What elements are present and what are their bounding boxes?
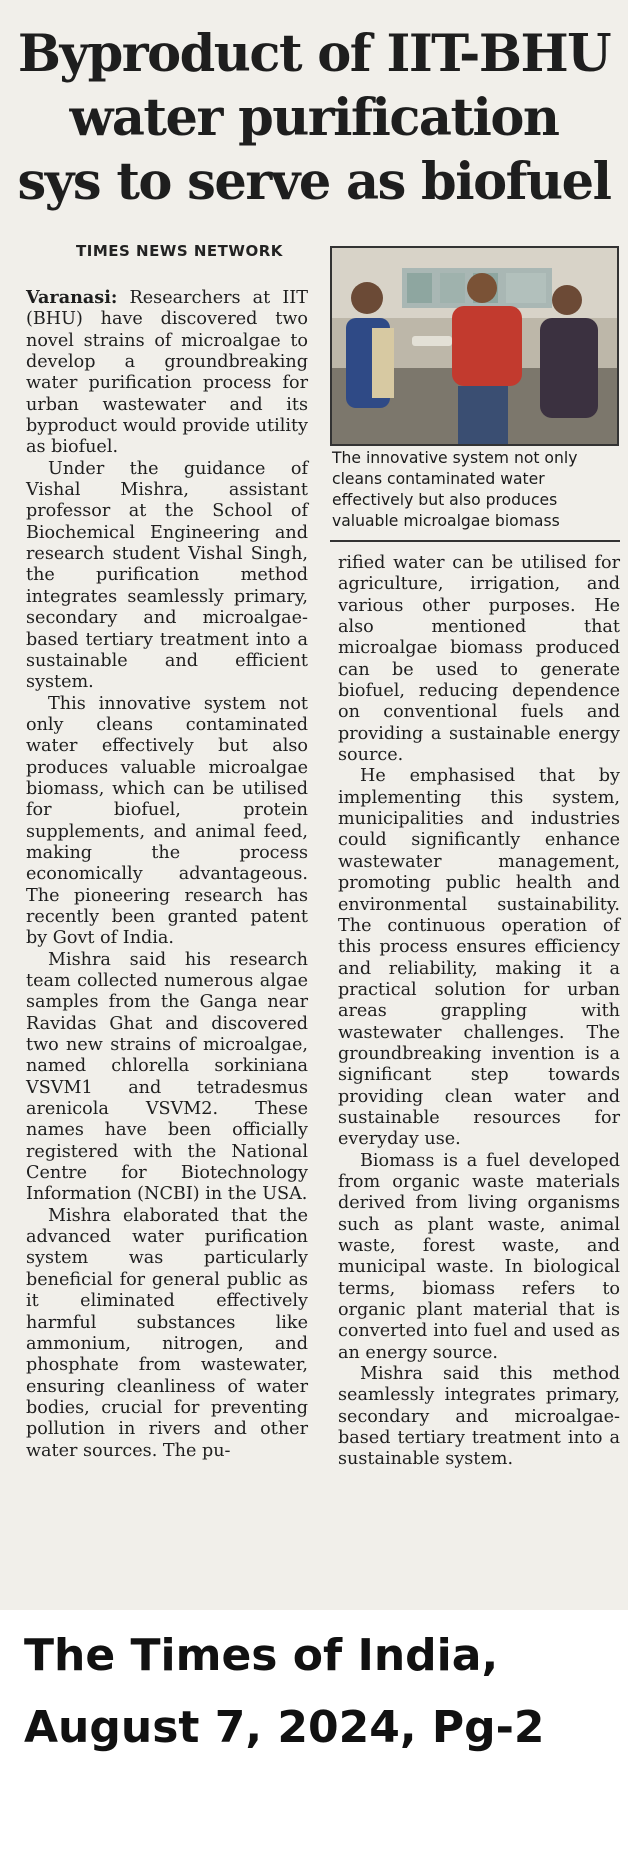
source-line-2: August 7, 2024, Pg-2 [24,1702,545,1753]
article-paragraph: Varanasi: Researchers at IIT (BHU) have discovered two novel strains of microalgae to develop a groundbreaking water purification process for urban wastewater and its byproduct would provide utility as biofuel. [26,287,308,458]
divider [330,540,620,542]
article-column-2 [338,553,620,1471]
article-paragraph: Biomass is a fuel developed from organic waste materials derived from living organisms such as plant waste, animal waste, forest waste, and municipal waste. In biological terms, biomass refers to organic plant material that is converted into fuel and used as an energy source. [338,1150,620,1363]
article-paragraph: This innovative system not only cleans contaminated water effectively but also produces valuable microalgae biomass, which can be utilised for biofuel, protein supplements, and animal feed, making the process economically advantageous. The pioneering research has recently been granted patent by Govt of India. [26,693,308,949]
article-paragraph: Mishra elaborated that the advanced water purification system was particularly beneficial for general public as it eliminated effectively harmful substances like ammonium, nitrogen, and phosphate from wastewater, ensuring cleanliness of water bodies, crucial for preventing pollution in rivers and other water sources. The pu- [26,1205,308,1461]
headline-line-1: Byproduct of IIT-BHU [17,24,611,84]
news-photo [330,246,619,446]
article-paragraph: rified water can be utilised for agriculture, irrigation, and various other purposes. He also mentioned that microalgae biomass produced can be used to generate biofuel, reducing dependence on conventional fuels and providing a sustainable energy source. [338,553,620,766]
source-citation [24,1620,614,1764]
headline [10,22,618,214]
source-line-1: The Times of India, [24,1630,499,1681]
headline-line-2: water purification [69,88,559,148]
photo-caption: The innovative system not only cleans contaminated water effectively but also produces valuable microalgae biomass [332,449,578,530]
article-paragraph: Mishra said his research team collected numerous algae samples from the Ganga near Ravidas Ghat and discovered two new strains of microalgae, named chlorella sorkiniana VSVM1 and tetradesmus arenicola VSVM2. These names have been officially registered with the National Centre for Biotechnology Information (NCBI) in the USA. [26,949,308,1205]
dateline: Varanasi: [26,287,118,308]
article-column-1 [26,287,308,1462]
article-paragraph: He emphasised that by implementing this system, municipalities and industries could significantly enhance wastewater management, promoting public health and environmental sustainability. The continuous operation of this process ensures efficiency and reliability, making it a practical solution for urban areas grappling with wastewater challenges. The groundbreaking invention is a significant step towards providing clean water and sustainable resources for everyday use. [338,766,620,1150]
article-paragraph: Mishra said this method seamlessly integrates primary, secondary and microalgae-based tertiary treatment into a sustainable system. [338,1364,620,1470]
byline: TIMES NEWS NETWORK [76,242,283,260]
headline-line-3: sys to serve as biofuel [17,152,611,212]
article-paragraph: Under the guidance of Vishal Mishra, assistant professor at the School of Biochemical Engineering and research student Vishal Singh, the purification method integrates seamlessly primary, secondary and microalgae-based tertiary treatment into a sustainable and efficient system. [26,458,308,693]
photo-illustration [332,248,617,444]
